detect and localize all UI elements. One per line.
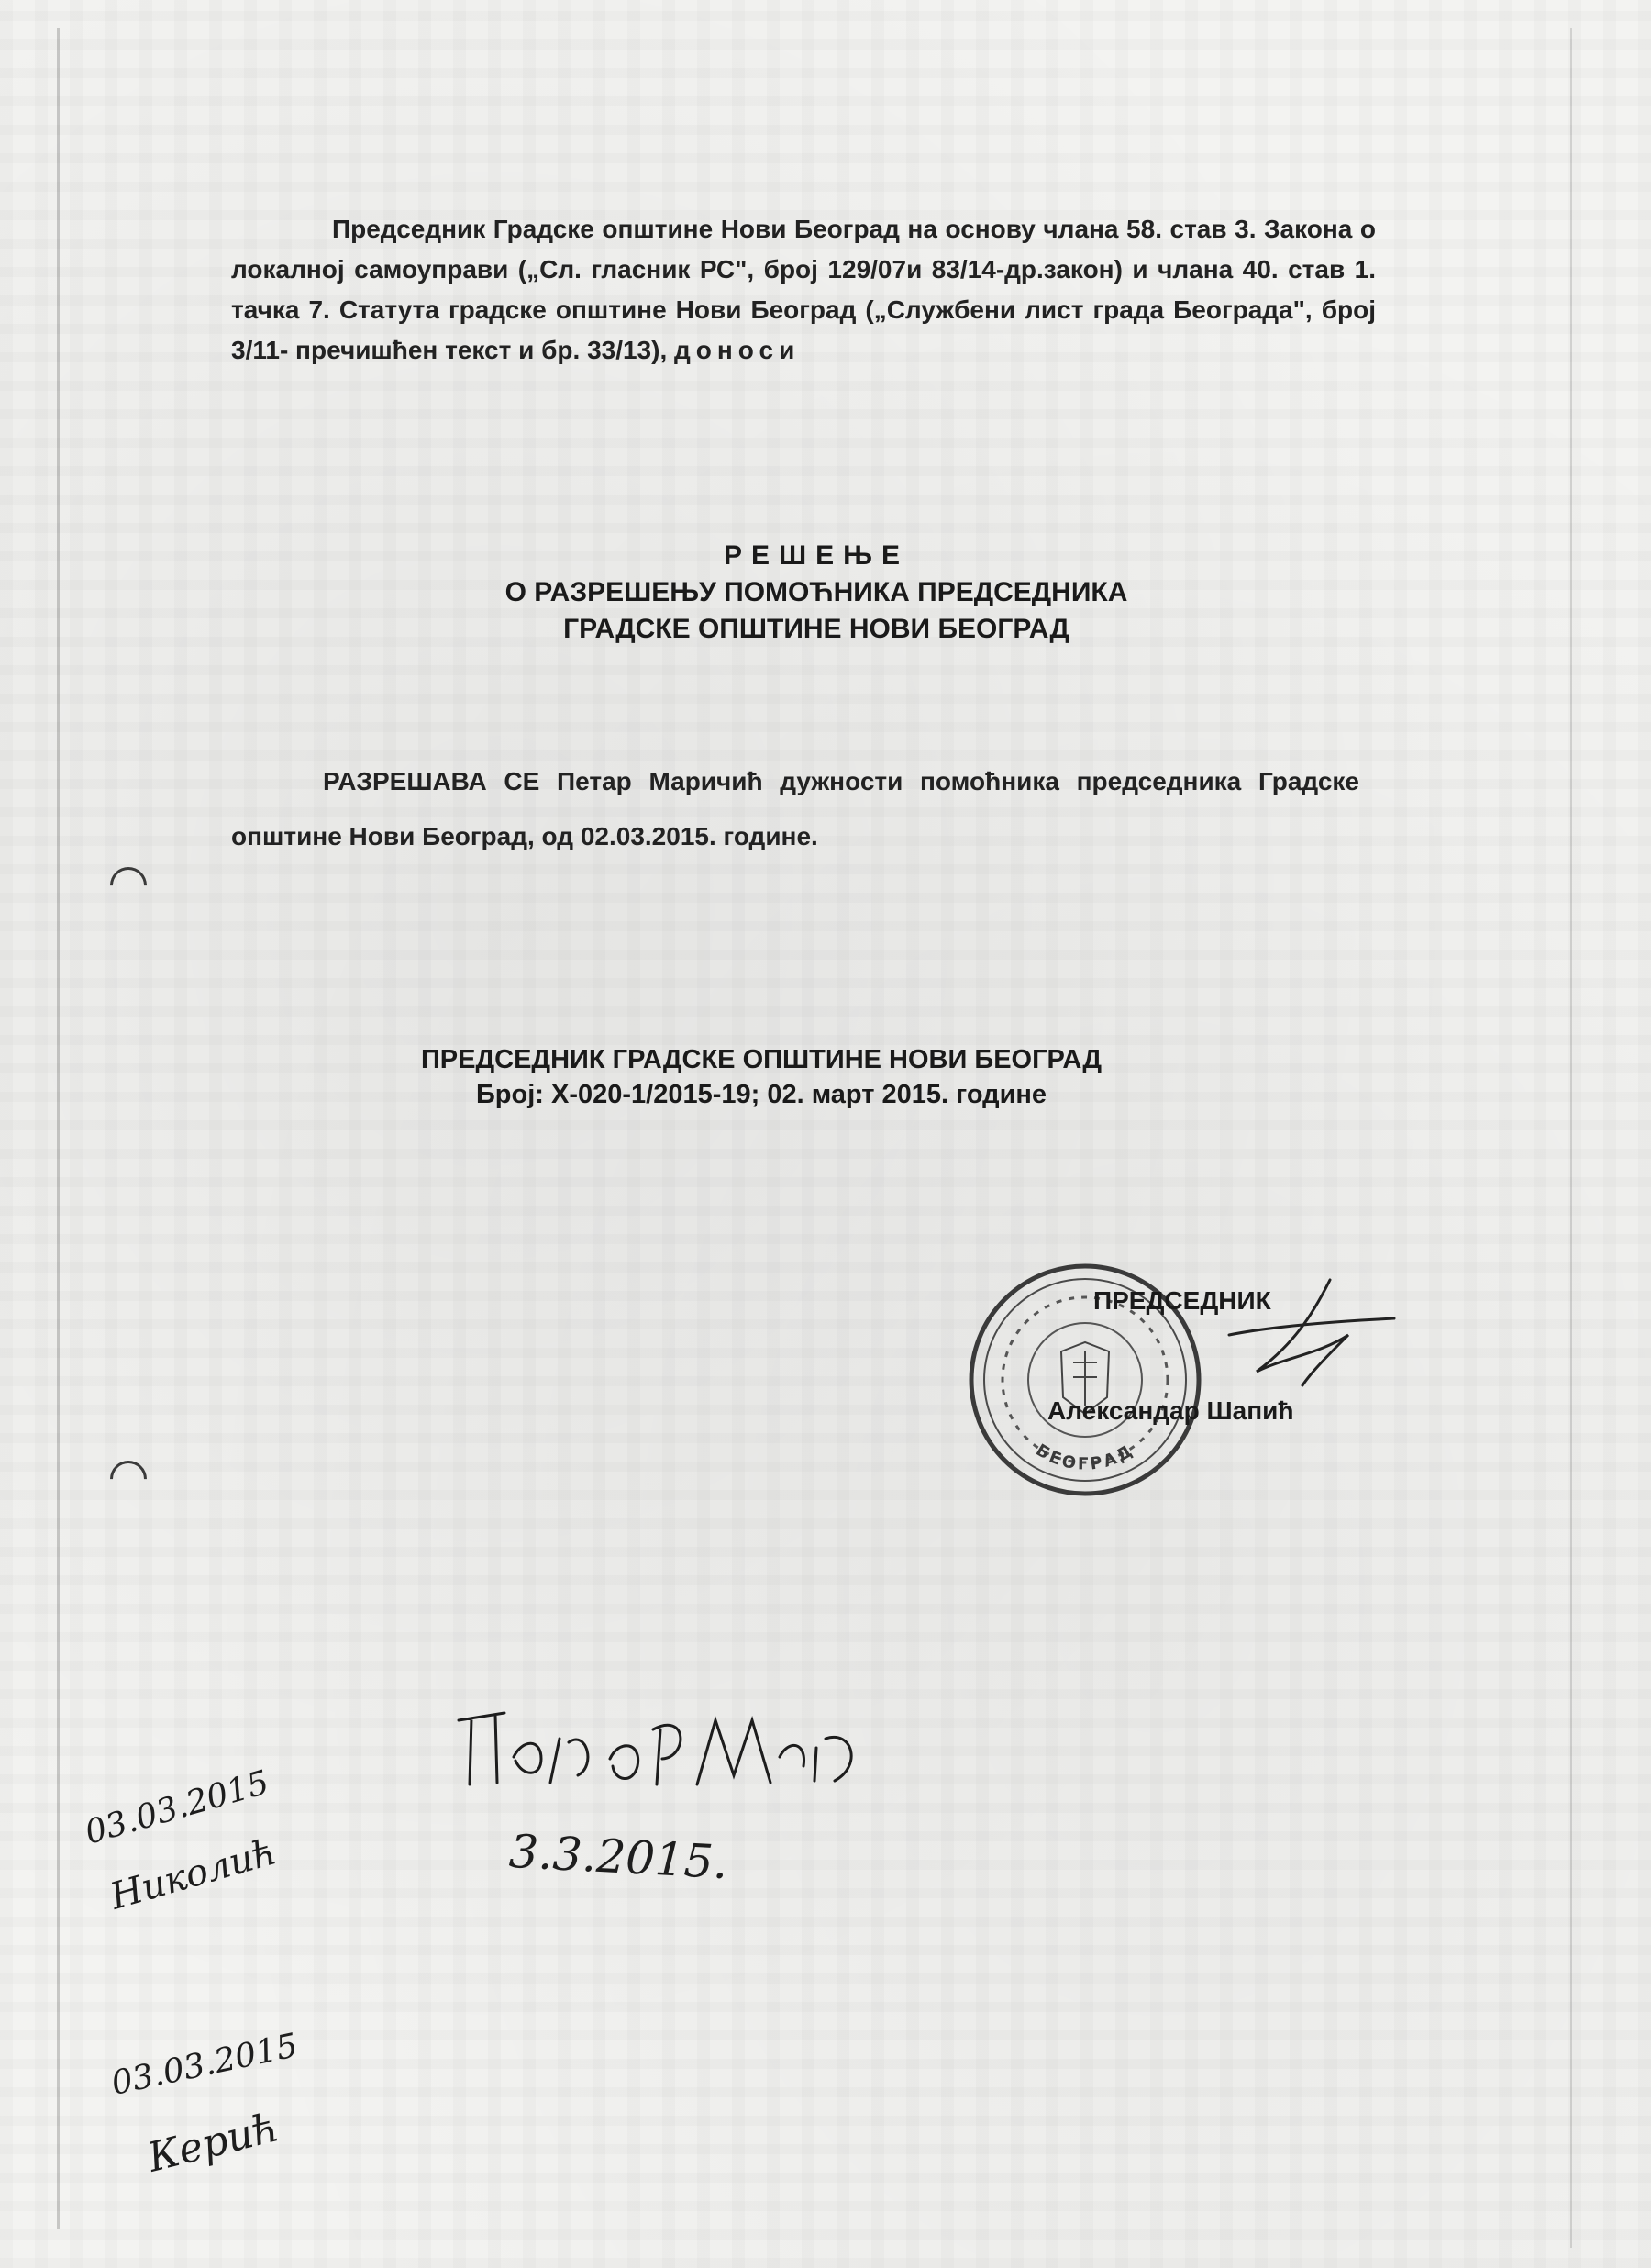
page-right-edge: [1570, 28, 1572, 2248]
preamble-text: Председник Градске општине Нови Београд на основу члана 58. став 3. Закона о локалној самоуправи („Сл. гласник РС", број 129/07и 83/14-др.закон) и члана 40. став 1. тачка 7. Статута градске општине Нови Београд („Службени лист града Београда", број 3/11- пречишћен текст и бр. 33/13),: [231, 215, 1376, 364]
page-left-edge: [57, 28, 60, 2229]
receipt-signature: [449, 1702, 871, 1803]
svg-text:БЕОГРАД: [1033, 1440, 1138, 1473]
reference-number: Број: X-020-1/2015-19; 02. март 2015. године: [475, 1080, 1047, 1109]
note2-signature: Керић: [142, 2104, 283, 2182]
receipt-date: 3.3.2015.: [507, 1824, 729, 1890]
title-line-1: РЕШЕЊЕ: [723, 540, 910, 571]
president-signature: [1220, 1271, 1403, 1399]
decision-paragraph: [231, 754, 1359, 864]
decision-text: РАЗРЕШАВА СЕ Петар Маричић дужности помоћника председника Градске општине Нови Београд, од 02.03.2015. године.: [231, 767, 1359, 850]
note1-date: 03.03.2015: [81, 1763, 273, 1852]
seal-bottom-text: БЕОГРАД: [1032, 1440, 1138, 1474]
title-line-3: ГРАДСКЕ ОПШТИНЕ НОВИ БЕОГРАД: [563, 614, 1069, 644]
signature-role: ПРЕДСЕДНИК: [1093, 1286, 1271, 1315]
document-title: [275, 538, 1357, 648]
issuer-name: ПРЕДСЕДНИК ГРАДСКЕ ОПШТИНЕ НОВИ БЕОГРАД: [420, 1045, 1103, 1074]
note1-signature: Николић: [105, 1830, 282, 1918]
issuer-block: [303, 1042, 1220, 1112]
title-line-2: О РАЗРЕШЕЊУ ПОМОЋНИКА ПРЕДСЕДНИКА: [504, 577, 1128, 607]
signature-name: Александар Шапић: [1047, 1396, 1294, 1425]
note2-date: 03.03.2015: [107, 2027, 302, 2103]
preamble-end: доноси: [674, 336, 801, 364]
preamble-paragraph: [231, 209, 1376, 371]
